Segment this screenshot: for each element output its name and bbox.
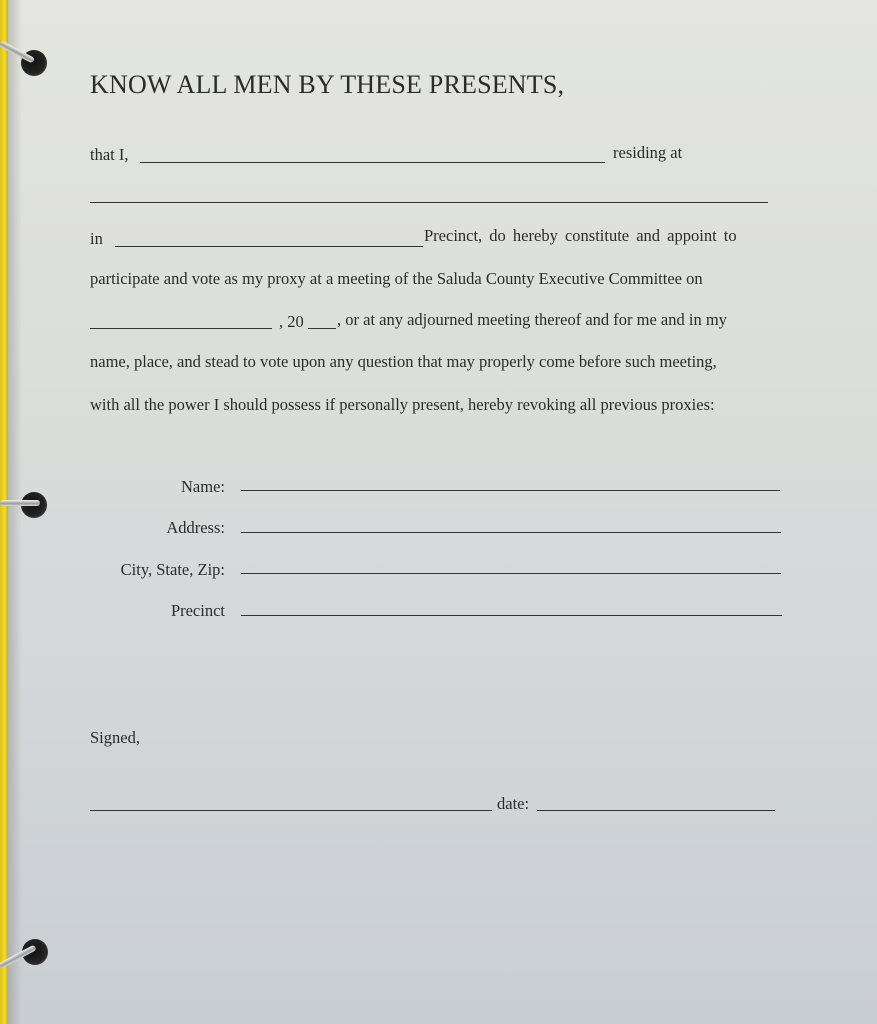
adjourned-meeting-text: , or at any adjourned meeting thereof and for me and in my xyxy=(337,310,727,329)
date-blank[interactable] xyxy=(537,810,775,811)
precinct-field[interactable] xyxy=(241,615,782,616)
proxy-grantor-name-blank[interactable] xyxy=(140,162,605,163)
form-title: KNOW ALL MEN BY THESE PRESENTS, xyxy=(90,70,565,99)
year-prefix-label: , 20 xyxy=(279,312,304,331)
name-label: Name: xyxy=(181,477,225,496)
revocation-text: with all the power I should possess if personally present, hereby revoking all previous proxies: xyxy=(90,395,715,414)
address-label: Address: xyxy=(166,518,225,537)
residing-at-label: residing at xyxy=(613,143,683,162)
precinct-appoint-text: Precinct, do hereby constitute and appoint to xyxy=(424,226,737,245)
city-state-zip-field[interactable] xyxy=(241,573,781,574)
residence-address-blank[interactable] xyxy=(90,202,768,203)
binder-ring-bottom xyxy=(0,935,50,975)
binder-ring-middle xyxy=(0,486,50,526)
precinct-blank[interactable] xyxy=(115,246,423,247)
signature-blank[interactable] xyxy=(90,810,492,811)
proxy-purpose-text: participate and vote as my proxy at a meeting of the Saluda County Executive Committee on xyxy=(90,269,703,288)
city-state-zip-label: City, State, Zip: xyxy=(120,560,225,579)
signed-label: Signed, xyxy=(90,728,140,747)
precinct-label: Precinct xyxy=(170,601,225,620)
name-field[interactable] xyxy=(241,490,780,491)
year-blank[interactable] xyxy=(308,328,336,329)
meeting-date-blank[interactable] xyxy=(90,328,272,329)
that-i-label: that I, xyxy=(90,145,129,164)
stead-text: name, place, and stead to vote upon any question that may properly come before such meeting, xyxy=(90,352,717,371)
in-label: in xyxy=(90,229,103,248)
binder-ring-top xyxy=(0,42,50,82)
date-label: date: xyxy=(497,794,530,813)
address-field[interactable] xyxy=(241,532,781,533)
